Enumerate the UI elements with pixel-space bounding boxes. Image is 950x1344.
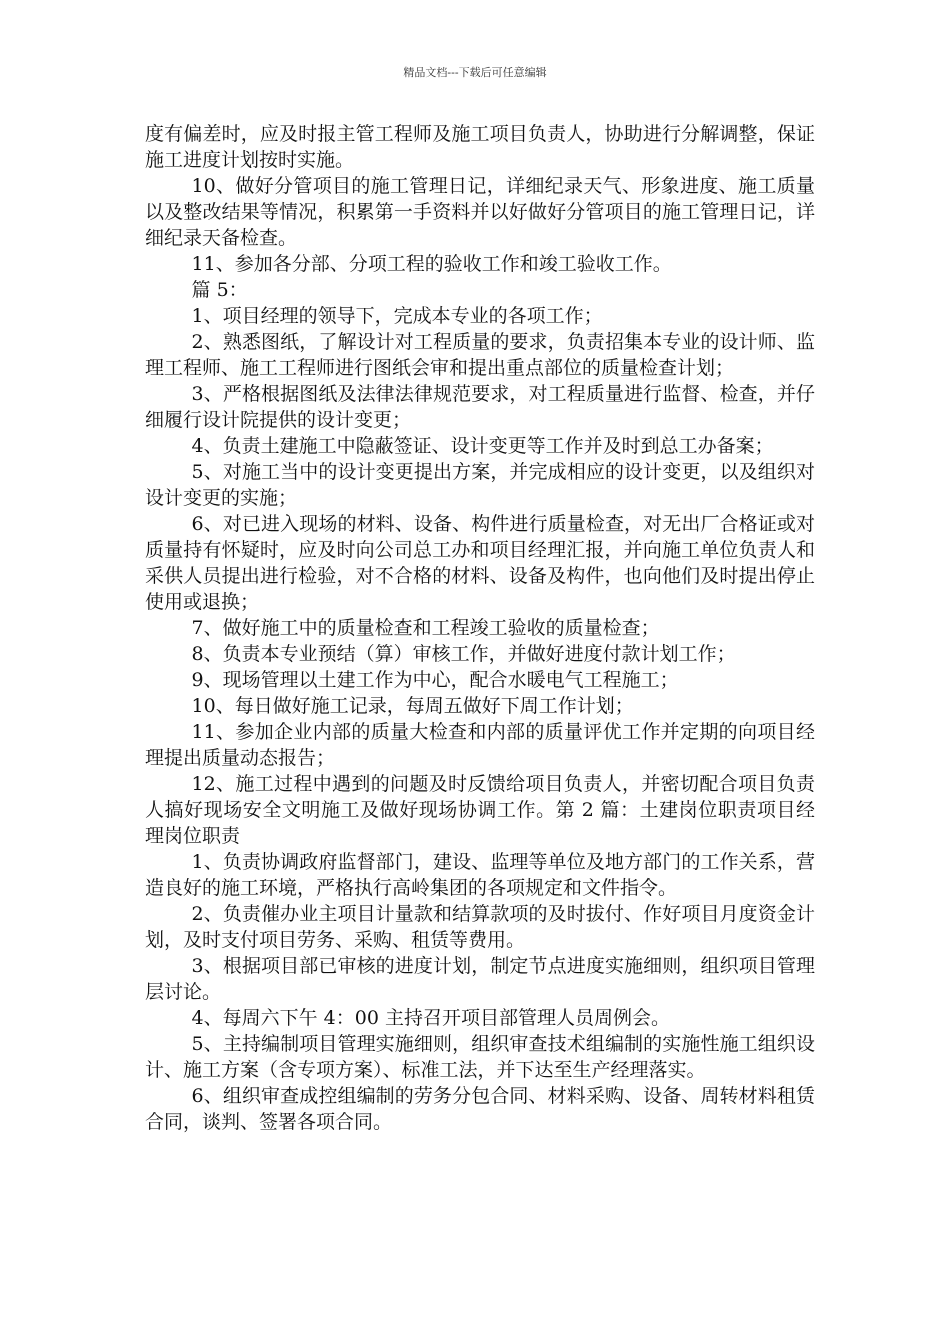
paragraph: 3、根据项目部已审核的进度计划，制定节点进度实施细则，组织项目管理层讨论。 xyxy=(145,955,815,1003)
page-header: 精品文档---下载后可任意编辑 xyxy=(403,66,547,79)
document-body xyxy=(145,121,815,1135)
paragraph: 9、现场管理以土建工作为中心，配合水暖电气工程施工； xyxy=(191,669,679,691)
paragraph: 7、做好施工中的质量检查和工程竣工验收的质量检查； xyxy=(191,617,660,639)
paragraph: 11、参加各分部、分项工程的验收工作和竣工验收工作。 xyxy=(191,253,672,275)
paragraph: 1、项目经理的领导下，完成本专业的各项工作； xyxy=(191,305,603,327)
paragraph: 4、每周六下午 4：00 主持召开项目部管理人员周例会。 xyxy=(191,1007,670,1029)
paragraph: 5、主持编制项目管理实施细则，组织审查技术组编制的实施性施工组织设计、施工方案（含专项方案）、标准工法，并下达至生产经理落实。 xyxy=(145,1033,815,1081)
paragraph: 5、对施工当中的设计变更提出方案，并完成相应的设计变更，以及组织对设计变更的实施； xyxy=(145,461,815,509)
paragraph: 4、负责土建施工中隐蔽签证、设计变更等工作并及时到总工办备案； xyxy=(191,435,774,457)
paragraph: 6、组织审查成控组编制的劳务分包合同、材料采购、设备、周转材料租赁合同，谈判、签署各项合同。 xyxy=(145,1085,815,1133)
paragraph: 8、负责本专业预结（算）审核工作，并做好进度付款计划工作； xyxy=(191,643,736,665)
paragraph: 3、严格根据图纸及法律法律规范要求，对工程质量进行监督、检查，并仔细履行设计院提供的设计变更； xyxy=(145,383,815,431)
paragraph: 11、参加企业内部的质量大检查和内部的质量评优工作并定期的向项目经理提出质量动态报告； xyxy=(145,721,815,769)
paragraph: 度有偏差时，应及时报主管工程师及施工项目负责人，协助进行分解调整，保证施工进度计划按时实施。 xyxy=(145,123,815,171)
paragraph: 12、施工过程中遇到的问题及时反馈给项目负责人，并密切配合项目负责人搞好现场安全文明施工及做好现场协调工作。第 2 篇：土建岗位职责项目经理岗位职责 xyxy=(145,773,815,847)
paragraph: 2、负责催办业主项目计量款和结算款项的及时拔付、作好项目月度资金计划，及时支付项目劳务、采购、租赁等费用。 xyxy=(145,903,815,951)
section-heading: 篇 5： xyxy=(191,279,248,301)
paragraph: 1、负责协调政府监督部门，建设、监理等单位及地方部门的工作关系，营造良好的施工环境，严格执行高岭集团的各项规定和文件指令。 xyxy=(145,851,815,899)
paragraph: 2、熟悉图纸，了解设计对工程质量的要求，负责招集本专业的设计师、监理工程师、施工工程师进行图纸会审和提出重点部位的质量检查计划； xyxy=(145,331,815,379)
paragraph: 10、做好分管项目的施工管理日记，详细纪录天气、形象进度、施工质量以及整改结果等情况，积累第一手资料并以好做好分管项目的施工管理日记，详细纪录天备检查。 xyxy=(145,175,815,249)
paragraph: 6、对已进入现场的材料、设备、构件进行质量检查，对无出厂合格证或对质量持有怀疑时，应及时向公司总工办和项目经理汇报，并向施工单位负责人和采供人员提出进行检验，对不合格的材料、设备及构件，也向他们及时提出停止使用或退换； xyxy=(145,513,815,613)
paragraph: 10、每日做好施工记录，每周五做好下周工作计划； xyxy=(191,695,634,717)
